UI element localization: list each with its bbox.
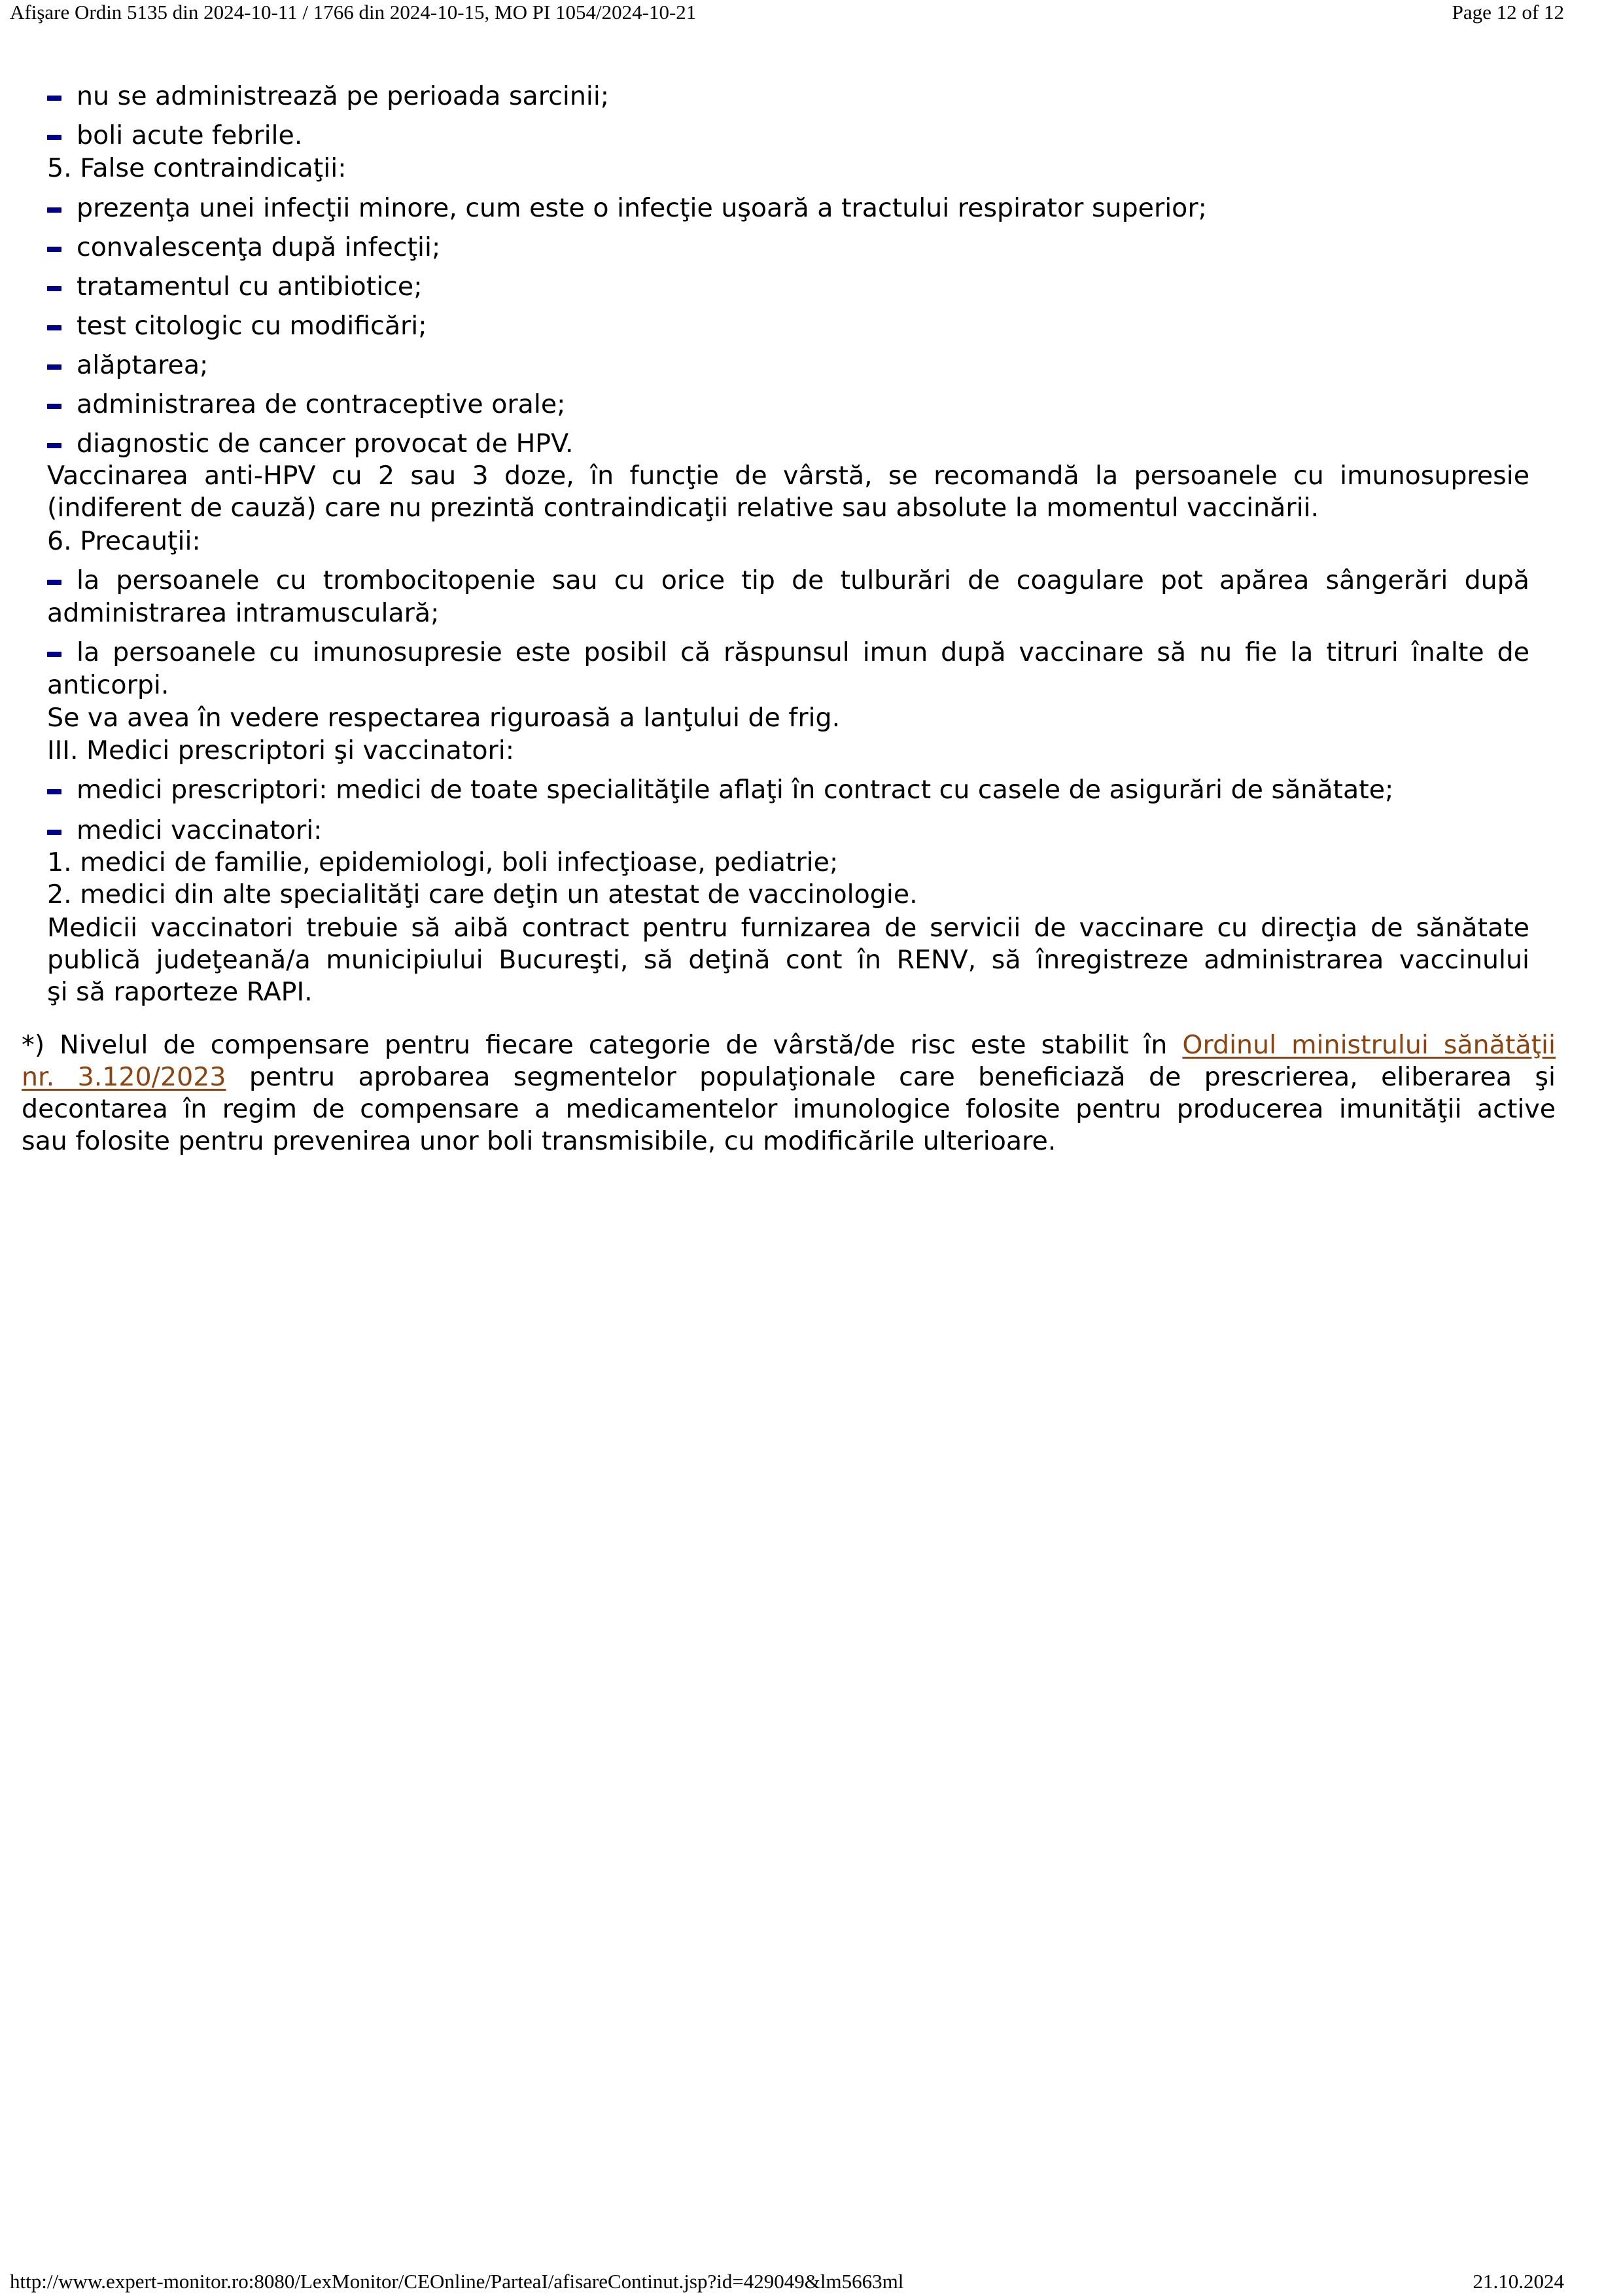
bullet-dash-icon [47, 443, 61, 448]
list-item-continuation: anticorpi. [47, 670, 169, 700]
section-heading: 5. False contraindicaţii: [47, 153, 347, 183]
list-item: medici vaccinatori: [77, 815, 323, 845]
list-item: diagnostic de cancer provocat de HPV. [77, 429, 574, 459]
order-link-number[interactable]: nr. 3.120/2023 [22, 1062, 226, 1092]
list-item-continuation: administrarea intramusculară; [47, 598, 440, 628]
list-item: la persoanele cu trombocitopenie sau cu orice tip de tulburări de coagulare pot apărea sângerări după [77, 565, 1529, 595]
footnote-text: pentru aprobarea segmentelor populaţionale care beneficiază de prescrierea, eliberarea şi [249, 1062, 1556, 1092]
numbered-item: 1. medici de familie, epidemiologi, boli infecţioase, pediatrie; [47, 847, 839, 877]
footnote-line [22, 1061, 1556, 1093]
bullet-dash-icon [47, 789, 61, 794]
bullet-dash-icon [47, 135, 61, 140]
bullet-dash-icon [47, 325, 61, 330]
order-link[interactable]: Ordinul ministrului sănătăţii [1182, 1030, 1556, 1060]
bullet-dash-icon [47, 652, 61, 657]
footnote-line: sau folosite pentru prevenirea unor boli transmisibile, cu modificările ulterioare. [22, 1126, 1056, 1156]
document-title: Afişare Ordin 5135 din 2024-10-11 / 1766 din 2024-10-15, MO PI 1054/2024-10-21 [10, 1, 697, 24]
list-item: convalescenţa după infecţii; [77, 232, 441, 262]
bullet-dash-icon [47, 580, 61, 585]
list-item: medici prescriptori: medici de toate specialităţile aflaţi în contract cu casele de asigurări de sănătate; [77, 775, 1394, 805]
paragraph-line: Se va avea în vedere respectarea riguroasă a lanţului de frig. [47, 703, 841, 733]
print-date: 21.10.2024 [1473, 2270, 1564, 2293]
page-number: Page 12 of 12 [1452, 1, 1564, 24]
list-item: nu se administrează pe perioada sarcinii; [77, 81, 610, 111]
bullet-dash-icon [47, 207, 61, 213]
section-heading: III. Medici prescriptori şi vaccinatori: [47, 735, 515, 766]
list-item: alăptarea; [77, 350, 209, 380]
paragraph-line: Vaccinarea anti-HPV cu 2 sau 3 doze, în funcţie de vârstă, se recomandă la persoanele cu imunosupresie [47, 461, 1529, 491]
numbered-item: 2. medici din alte specialităţi care deţin un atestat de vaccinologie. [47, 879, 918, 910]
bullet-dash-icon [47, 830, 61, 835]
footnote-text: *) Nivelul de compensare pentru fiecare categorie de vârstă/de risc este stabilit în [22, 1030, 1168, 1060]
paragraph-line: şi să raporteze RAPI. [47, 977, 313, 1007]
section-heading: 6. Precauţii: [47, 526, 201, 556]
footnote-line [22, 1029, 1556, 1061]
list-item: tratamentul cu antibiotice; [77, 272, 423, 302]
paragraph-line: Medicii vaccinatori trebuie să aibă contract pentru furnizarea de servicii de vaccinare cu direcţia de sănătate [47, 913, 1529, 943]
list-item: test citologic cu modificări; [77, 311, 427, 341]
bullet-dash-icon [47, 364, 61, 370]
bullet-dash-icon [47, 96, 61, 101]
source-url: http://www.expert-monitor.ro:8080/LexMonitor/CEOnline/ParteaI/afisareContinut.jsp?id=429049&lm5663ml [10, 2270, 904, 2293]
list-item: administrarea de contraceptive orale; [77, 389, 566, 419]
paragraph-line: (indiferent de cauză) care nu prezintă contraindicaţii relative sau absolute la momentul vaccinării. [47, 493, 1319, 523]
bullet-dash-icon [47, 404, 61, 409]
list-item: boli acute febrile. [77, 120, 303, 150]
list-item: prezenţa unei infecţii minore, cum este o infecţie uşoară a tractului respirator superior; [77, 193, 1207, 223]
footnote-line: decontarea în regim de compensare a medicamentelor imunologice folosite pentru producerea imunităţii active [22, 1094, 1556, 1124]
bullet-dash-icon [47, 247, 61, 252]
bullet-dash-icon [47, 286, 61, 291]
paragraph-line: publică judeţeană/a municipiului Bucureşti, să deţină cont în RENV, să înregistreze administrarea vaccinului [47, 945, 1529, 975]
list-item: la persoanele cu imunosupresie este posibil că răspunsul imun după vaccinare să nu fie la titruri înalte de [77, 637, 1529, 667]
